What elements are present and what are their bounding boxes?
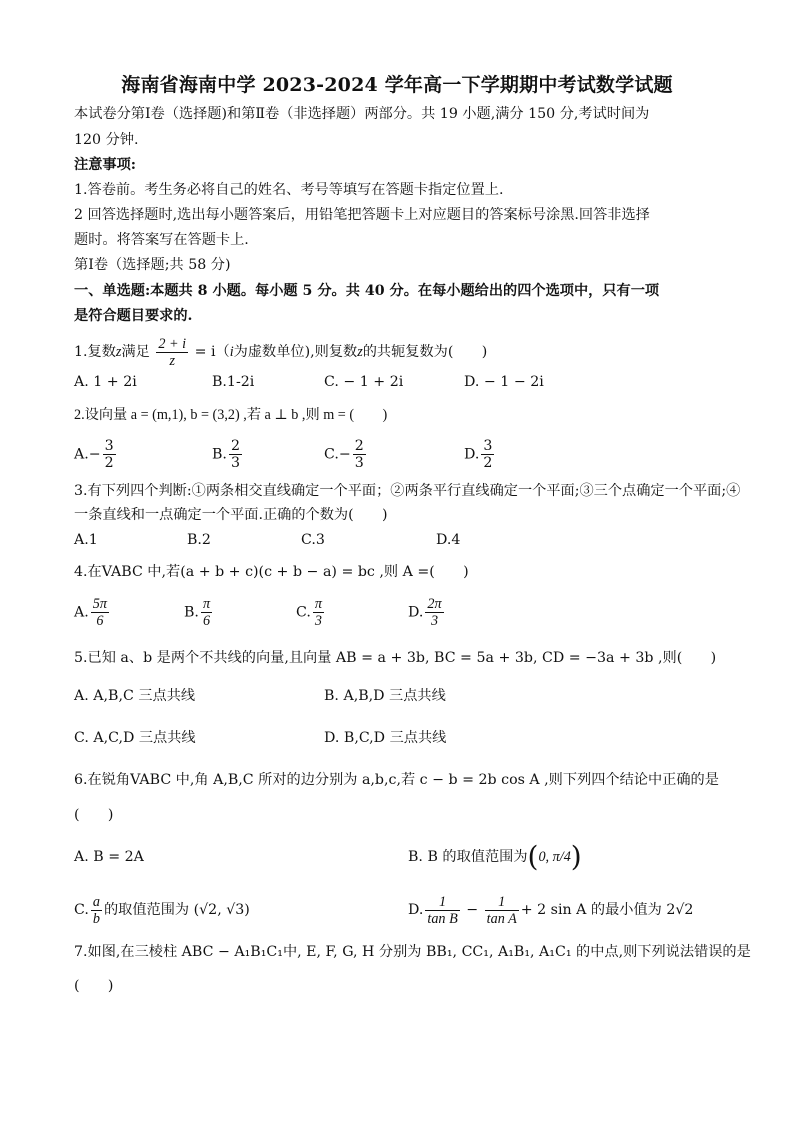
q6-d-label: D. xyxy=(408,902,424,918)
question-3-line-1: 3.有下列四个判断:①两条相交直线确定一个平面；②两条平行直线确定一个平面;③三个点确定一个平面;④ xyxy=(74,483,741,499)
q1-prefix: 1.复数 xyxy=(74,344,116,360)
notes-item-1: 1.答卷前。考生务必将自己的姓名、考号等填写在答题卡指定位置上. xyxy=(74,182,504,198)
q6-option-a: A. B = 2A xyxy=(74,849,144,865)
notes-item-2-line-1: 2 回答选择题时,选出每小题答案后，用铅笔把答题卡上对应题目的答案标号涂黑.回答非选择 xyxy=(74,207,650,223)
section-one-line-1: 一、单选题:本题共 8 小题。每小题 5 分。共 40 分。在每小题给出的四个选项中，只有一项 xyxy=(74,283,660,299)
q4-d-den: 3 xyxy=(430,613,439,629)
q4-option-d xyxy=(408,596,446,629)
q2-b-den: 3 xyxy=(230,455,240,471)
q2-option-a xyxy=(74,438,118,471)
q4-a-label: A. xyxy=(74,604,89,621)
q2-c-fraction xyxy=(353,438,366,471)
q2-a-fraction xyxy=(103,438,116,471)
q4-c-fraction xyxy=(313,596,324,629)
q4-b-num: π xyxy=(202,596,211,612)
q4-a-fraction xyxy=(91,596,109,629)
question-7-line-1: 7.如图,在三棱柱 ABC − A₁B₁C₁中, E, F, G, H 分别为 BB₁, CC₁, A₁B₁, A₁C₁ 的中点,则下列说法错误的是 xyxy=(74,944,751,960)
q5-option-a: A. A,B,C 三点共线 xyxy=(74,688,196,704)
q1-fraction xyxy=(156,336,188,369)
exam-title: 海南省海南中学 2023-2024 学年高一下学期期中考试数学试题 xyxy=(121,74,673,96)
q2-c-label: C. xyxy=(324,446,339,463)
q6-c-label: C. xyxy=(74,902,89,918)
q2-option-d xyxy=(464,438,496,471)
section-one-line-2: 是符合题目要求的. xyxy=(74,308,193,324)
q4-option-c xyxy=(296,596,326,629)
question-4: 4.在VABC 中,若(a + b + c)(c + b − a) = bc ,则 A =( ) xyxy=(74,564,469,580)
q6-b-open-paren: ( xyxy=(527,840,539,873)
q3-option-b: B.2 xyxy=(187,532,211,548)
q4-a-den: 6 xyxy=(96,613,104,629)
q4-d-fraction xyxy=(425,596,443,629)
q5-option-b: B. A,B,D 三点共线 xyxy=(324,688,446,704)
q3-option-a: A.1 xyxy=(74,532,98,548)
q6-option-d xyxy=(408,892,693,928)
q6-c-den: b xyxy=(92,910,100,927)
q4-b-den: 6 xyxy=(202,613,211,629)
q1-mid: 满足 xyxy=(121,344,150,360)
q6-d-f1-num: 1 xyxy=(425,894,459,911)
q3-option-c: C.3 xyxy=(301,532,325,548)
q6-option-c xyxy=(74,892,250,928)
q6-b-range: 0, π/4 xyxy=(538,849,571,865)
q2-option-b xyxy=(212,438,244,471)
q2-d-label: D. xyxy=(464,446,480,463)
q4-option-a xyxy=(74,596,111,629)
q1-i: i xyxy=(229,344,234,360)
q1-eq: = i（ xyxy=(190,344,230,360)
q4-d-num: 2π xyxy=(427,596,442,612)
q6-d-f2-den: tan A xyxy=(486,910,517,927)
q4-b-label: B. xyxy=(184,604,199,621)
q1-frac-num: 2 + i xyxy=(158,335,187,352)
q2-d-den: 2 xyxy=(483,455,493,471)
question-6-line-1: 6.在锐角VABC 中,角 A,B,C 所对的边分别为 a,b,c,若 c − b = 2b cos A ,则下列四个结论中正确的是 xyxy=(74,772,719,788)
q1-z: z xyxy=(115,344,122,360)
q2-c-sign: − xyxy=(338,446,351,463)
q6-c-text: 的取值范围为 (√2, √3) xyxy=(103,902,250,918)
q6-d-minus: − xyxy=(461,902,483,918)
q4-c-den: 3 xyxy=(314,613,322,629)
q1-option-d: D. − 1 − 2i xyxy=(464,374,544,390)
q1-option-a: A. 1 + 2i xyxy=(74,374,137,390)
q1-rest: 为虚数单位),则复数 xyxy=(233,344,358,360)
q1-frac-den: z xyxy=(169,352,175,369)
question-5: 5.已知 a、b 是两个不共线的向量,且向量 AB = a + 3b, BC = 5a + 3b, CD = −3a + 3b ,则( ) xyxy=(74,650,717,666)
q6-c-num: a xyxy=(92,893,100,910)
q1-option-b: B.1-2i xyxy=(212,374,255,390)
q2-b-label: B. xyxy=(212,446,227,463)
q6-b-text: B. B 的取值范围为 xyxy=(408,849,528,865)
q6-d-text: + 2 sin A 的最小值为 2√2 xyxy=(520,902,694,918)
q4-c-num: π xyxy=(314,596,322,612)
question-2: 2.设向量 a = (m,1), b = (3,2) ,若 a ⊥ b ,则 m = ( ) xyxy=(74,407,388,423)
q4-b-fraction xyxy=(201,596,212,629)
notes-heading: 注意事项: xyxy=(74,157,136,173)
question-7-line-2: ( ) xyxy=(74,978,114,994)
q2-a-sign: − xyxy=(88,446,101,463)
q3-option-d: D.4 xyxy=(436,532,461,548)
question-3-line-2: 一条直线和一点确定一个平面.正确的个数为( ) xyxy=(74,507,388,523)
q4-c-label: C. xyxy=(296,604,311,621)
q2-d-fraction xyxy=(481,438,494,471)
intro-line-2: 120 分钟. xyxy=(74,132,139,148)
q2-b-fraction xyxy=(229,438,242,471)
q6-d-fraction-2 xyxy=(485,894,519,927)
q2-b-num: 2 xyxy=(230,438,240,454)
q1-z2: z xyxy=(357,344,363,360)
q6-c-fraction xyxy=(91,894,102,927)
q4-option-b xyxy=(184,596,214,629)
q2-a-den: 2 xyxy=(104,455,114,471)
question-1 xyxy=(74,335,724,369)
q6-d-fraction-1 xyxy=(425,894,459,927)
q2-option-c xyxy=(324,438,368,471)
q1-tail: 的共轭复数为( ) xyxy=(362,344,488,360)
q6-b-close-paren: ) xyxy=(570,840,582,873)
q4-a-num: 5π xyxy=(92,596,107,612)
q6-d-f1-den: tan B xyxy=(427,910,458,927)
q5-option-c: C. A,C,D 三点共线 xyxy=(74,730,196,746)
intro-line-1: 本试卷分第Ⅰ卷（选择题)和第Ⅱ卷（非选择题）两部分。共 19 小题,满分 150 分,考试时间为 xyxy=(74,106,650,122)
q2-d-num: 3 xyxy=(483,438,493,454)
q4-d-label: D. xyxy=(408,604,424,621)
q5-option-d: D. B,C,D 三点共线 xyxy=(324,730,447,746)
q6-option-b xyxy=(408,838,582,876)
q1-option-c: C. − 1 + 2i xyxy=(324,374,404,390)
question-6-line-2: ( ) xyxy=(74,807,114,823)
q6-d-f2-num: 1 xyxy=(485,894,519,911)
notes-item-2-line-2: 题时。将答案写在答题卡上. xyxy=(74,232,249,248)
q2-c-den: 3 xyxy=(354,455,364,471)
q2-a-label: A. xyxy=(74,446,89,463)
q2-c-num: 2 xyxy=(354,438,364,454)
q2-a-num: 3 xyxy=(104,438,114,454)
part-one-heading: 第Ⅰ卷（选择题;共 58 分) xyxy=(74,257,231,273)
